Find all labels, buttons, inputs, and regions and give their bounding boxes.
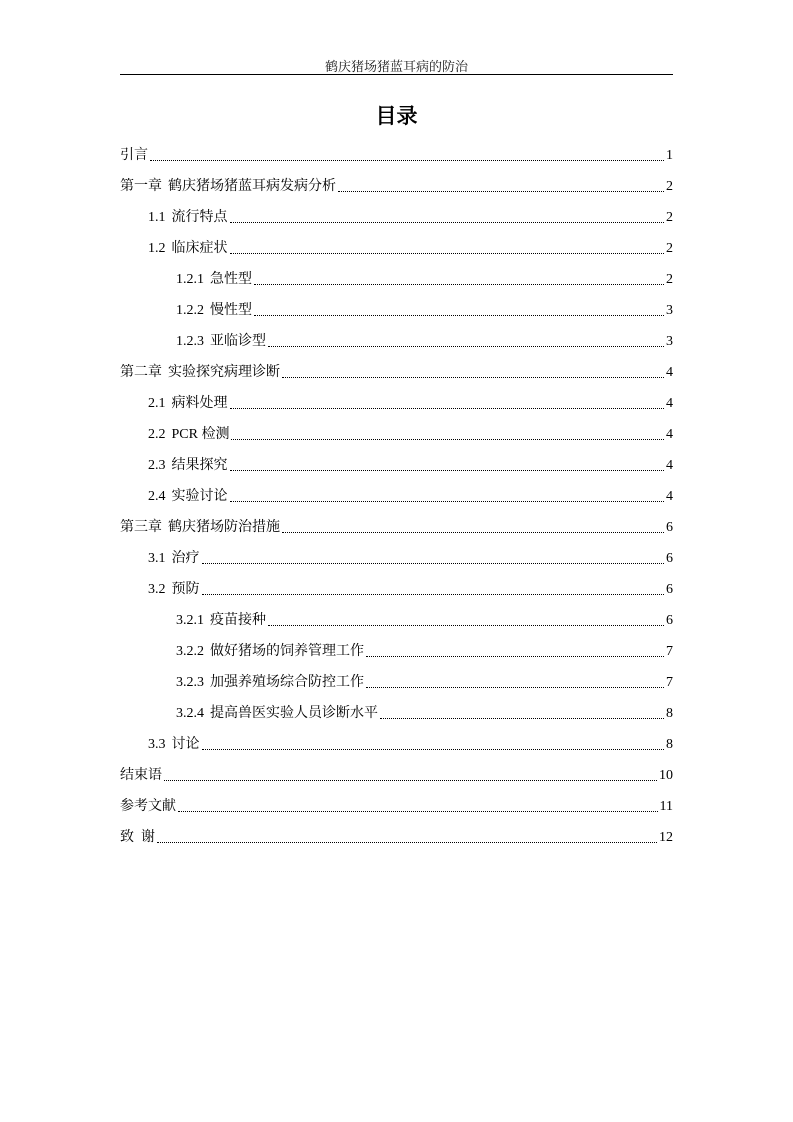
toc-entry-number: 1.1 — [148, 210, 166, 225]
toc-page-number: 4 — [666, 396, 673, 411]
toc-entry-label — [120, 799, 176, 815]
toc-entry[interactable] — [148, 454, 673, 474]
toc-leader-dots — [230, 500, 665, 502]
toc-entry-label — [176, 334, 266, 350]
toc-page-number: 10 — [659, 768, 673, 783]
toc-leader-dots — [150, 159, 664, 161]
toc-entry-number: 3.3 — [148, 737, 166, 752]
toc-entry-text: 讨论 — [171, 737, 200, 752]
toc-page-number: 7 — [666, 675, 673, 690]
toc-entry-label — [176, 272, 252, 288]
header-rule — [120, 74, 673, 75]
toc-page-number: 2 — [666, 210, 673, 225]
toc-entry-text: 实验讨论 — [171, 489, 228, 504]
toc-entry-label — [120, 768, 162, 784]
toc-entry[interactable] — [148, 237, 673, 257]
toc-leader-dots — [282, 376, 664, 378]
toc-entry-number: 第二章 — [120, 365, 162, 380]
toc-entry[interactable] — [120, 795, 673, 815]
toc-entry-text: 急性型 — [210, 272, 252, 287]
toc-leader-dots — [164, 779, 657, 781]
toc-entry-text: 加强养殖场综合防控工作 — [210, 675, 364, 690]
toc-entry[interactable] — [176, 702, 673, 722]
toc-entry-number: 3.2 — [148, 582, 166, 597]
toc-entry-label — [148, 489, 228, 505]
toc-entry[interactable] — [148, 392, 673, 412]
toc-entry-text: 流行特点 — [171, 210, 228, 225]
toc-entry-label — [176, 303, 252, 319]
toc-entry-text: 临床症状 — [171, 241, 228, 256]
toc-entry-text: 亚临诊型 — [210, 334, 266, 349]
toc-leader-dots — [230, 221, 665, 223]
toc-entry-text: 致 谢 — [120, 830, 155, 845]
toc-entry-text: 鹤庆猪场猪蓝耳病发病分析 — [168, 179, 336, 194]
toc-entry-label — [120, 179, 336, 195]
toc-entry-number: 第一章 — [120, 179, 162, 194]
toc-entry-label — [148, 737, 200, 753]
toc-leader-dots — [202, 593, 665, 595]
toc-entry-number: 2.4 — [148, 489, 166, 504]
toc-entry[interactable] — [120, 361, 673, 381]
toc-entry-text: 引言 — [120, 148, 148, 163]
toc-page-number: 6 — [666, 520, 673, 535]
toc-entry-label — [120, 365, 280, 381]
toc-entry[interactable] — [120, 826, 673, 846]
toc-entry-text: 结果探究 — [171, 458, 228, 473]
toc-entry-text: 参考文献 — [120, 799, 176, 814]
toc-leader-dots — [202, 748, 665, 750]
toc-entry-number: 第三章 — [120, 520, 162, 535]
toc-entry-number: 2.1 — [148, 396, 166, 411]
toc-leader-dots — [202, 562, 665, 564]
toc-title: 目录 — [375, 104, 418, 128]
toc-page-number: 2 — [666, 179, 673, 194]
toc-entry-label — [120, 520, 280, 536]
toc-page-number: 4 — [666, 458, 673, 473]
toc-entry[interactable] — [176, 609, 673, 629]
toc-leader-dots — [230, 252, 665, 254]
toc-entry-number: 3.2.1 — [176, 613, 204, 628]
toc-entry-number: 1.2.2 — [176, 303, 204, 318]
toc-entry-text: 治疗 — [171, 551, 200, 566]
toc-page-number: 6 — [666, 613, 673, 628]
toc-entry-label — [148, 551, 200, 567]
toc-entry-text: 提高兽医实验人员诊断水平 — [210, 706, 378, 721]
toc-page-number: 3 — [666, 303, 673, 318]
toc-entry-label — [148, 210, 228, 226]
toc-page-number: 7 — [666, 644, 673, 659]
toc-entry-text: 做好猪场的饲养管理工作 — [210, 644, 364, 659]
toc-leader-dots — [380, 717, 664, 719]
toc-page-number: 4 — [666, 489, 673, 504]
toc-entry-number: 1.2 — [148, 241, 166, 256]
toc-entry[interactable] — [148, 733, 673, 753]
toc-page-number: 8 — [666, 737, 673, 752]
toc-entry[interactable] — [120, 144, 673, 164]
toc-entry-label — [148, 582, 200, 598]
toc-page-number: 3 — [666, 334, 673, 349]
toc-page-number: 2 — [666, 272, 673, 287]
toc-leader-dots — [268, 345, 664, 347]
toc-page-number: 6 — [666, 582, 673, 597]
toc-entry[interactable] — [176, 330, 673, 350]
running-header: 鹤庆猪场猪蓝耳病的防治 — [324, 59, 468, 74]
toc-page-number: 2 — [666, 241, 673, 256]
toc-entry-text: 预防 — [171, 582, 200, 597]
toc-entry-text: 结束语 — [120, 768, 162, 783]
toc-entry[interactable] — [176, 640, 673, 660]
toc-page-number: 6 — [666, 551, 673, 566]
toc-entry[interactable] — [148, 578, 673, 598]
toc-entry-number: 2.3 — [148, 458, 166, 473]
toc-entry-label — [176, 644, 364, 660]
toc-leader-dots — [231, 438, 664, 440]
toc-entry-label — [176, 675, 364, 691]
toc-entry-label — [148, 427, 229, 443]
toc-leader-dots — [366, 686, 664, 688]
toc-entry[interactable] — [120, 764, 673, 784]
toc-entry[interactable] — [120, 516, 673, 536]
toc-entry[interactable] — [148, 547, 673, 567]
toc-page-number: 12 — [659, 830, 673, 845]
toc-entry-number: 1.2.1 — [176, 272, 204, 287]
toc-entry-text: PCR 检测 — [171, 427, 230, 442]
toc-entry-text: 病料处理 — [171, 396, 228, 411]
toc-entry-label — [148, 241, 228, 257]
toc-entry-number: 2.2 — [148, 427, 166, 442]
toc-entry-number: 3.1 — [148, 551, 166, 566]
toc-entry[interactable] — [120, 175, 673, 195]
toc-entry-number: 3.2.2 — [176, 644, 204, 659]
toc-entry-label — [148, 458, 228, 474]
toc-entry[interactable] — [176, 268, 673, 288]
toc-entry-number: 3.2.4 — [176, 706, 204, 721]
toc-page-number: 11 — [659, 799, 673, 814]
toc-entry-text: 鹤庆猪场防治措施 — [168, 520, 280, 535]
toc-entry-label — [120, 830, 155, 846]
toc-entry-label — [176, 706, 378, 722]
toc-page-number: 1 — [666, 148, 673, 163]
toc-leader-dots — [268, 624, 664, 626]
toc-entry[interactable] — [176, 671, 673, 691]
toc-page-number: 4 — [666, 427, 673, 442]
toc-leader-dots — [254, 314, 664, 316]
toc-page-number: 8 — [666, 706, 673, 721]
toc-entry-text: 疫苗接种 — [210, 613, 266, 628]
toc-leader-dots — [366, 655, 664, 657]
toc-entry-number: 1.2.3 — [176, 334, 204, 349]
toc-entry-label — [120, 148, 148, 164]
toc-page-number: 4 — [666, 365, 673, 380]
toc-entry-label — [176, 613, 266, 629]
toc-leader-dots — [254, 283, 664, 285]
toc-leader-dots — [157, 841, 657, 843]
toc-entry[interactable] — [176, 299, 673, 319]
toc-leader-dots — [178, 810, 658, 812]
toc-entry-number: 3.2.3 — [176, 675, 204, 690]
toc-entry-text: 实验探究病理诊断 — [168, 365, 280, 380]
toc-entry[interactable] — [148, 423, 673, 443]
toc-leader-dots — [230, 407, 665, 409]
toc-entry-text: 慢性型 — [210, 303, 252, 318]
toc-leader-dots — [338, 190, 664, 192]
toc-leader-dots — [282, 531, 664, 533]
toc-entry-label — [148, 396, 228, 412]
toc-leader-dots — [230, 469, 665, 471]
toc-entry[interactable] — [148, 485, 673, 505]
toc-entry[interactable] — [148, 206, 673, 226]
